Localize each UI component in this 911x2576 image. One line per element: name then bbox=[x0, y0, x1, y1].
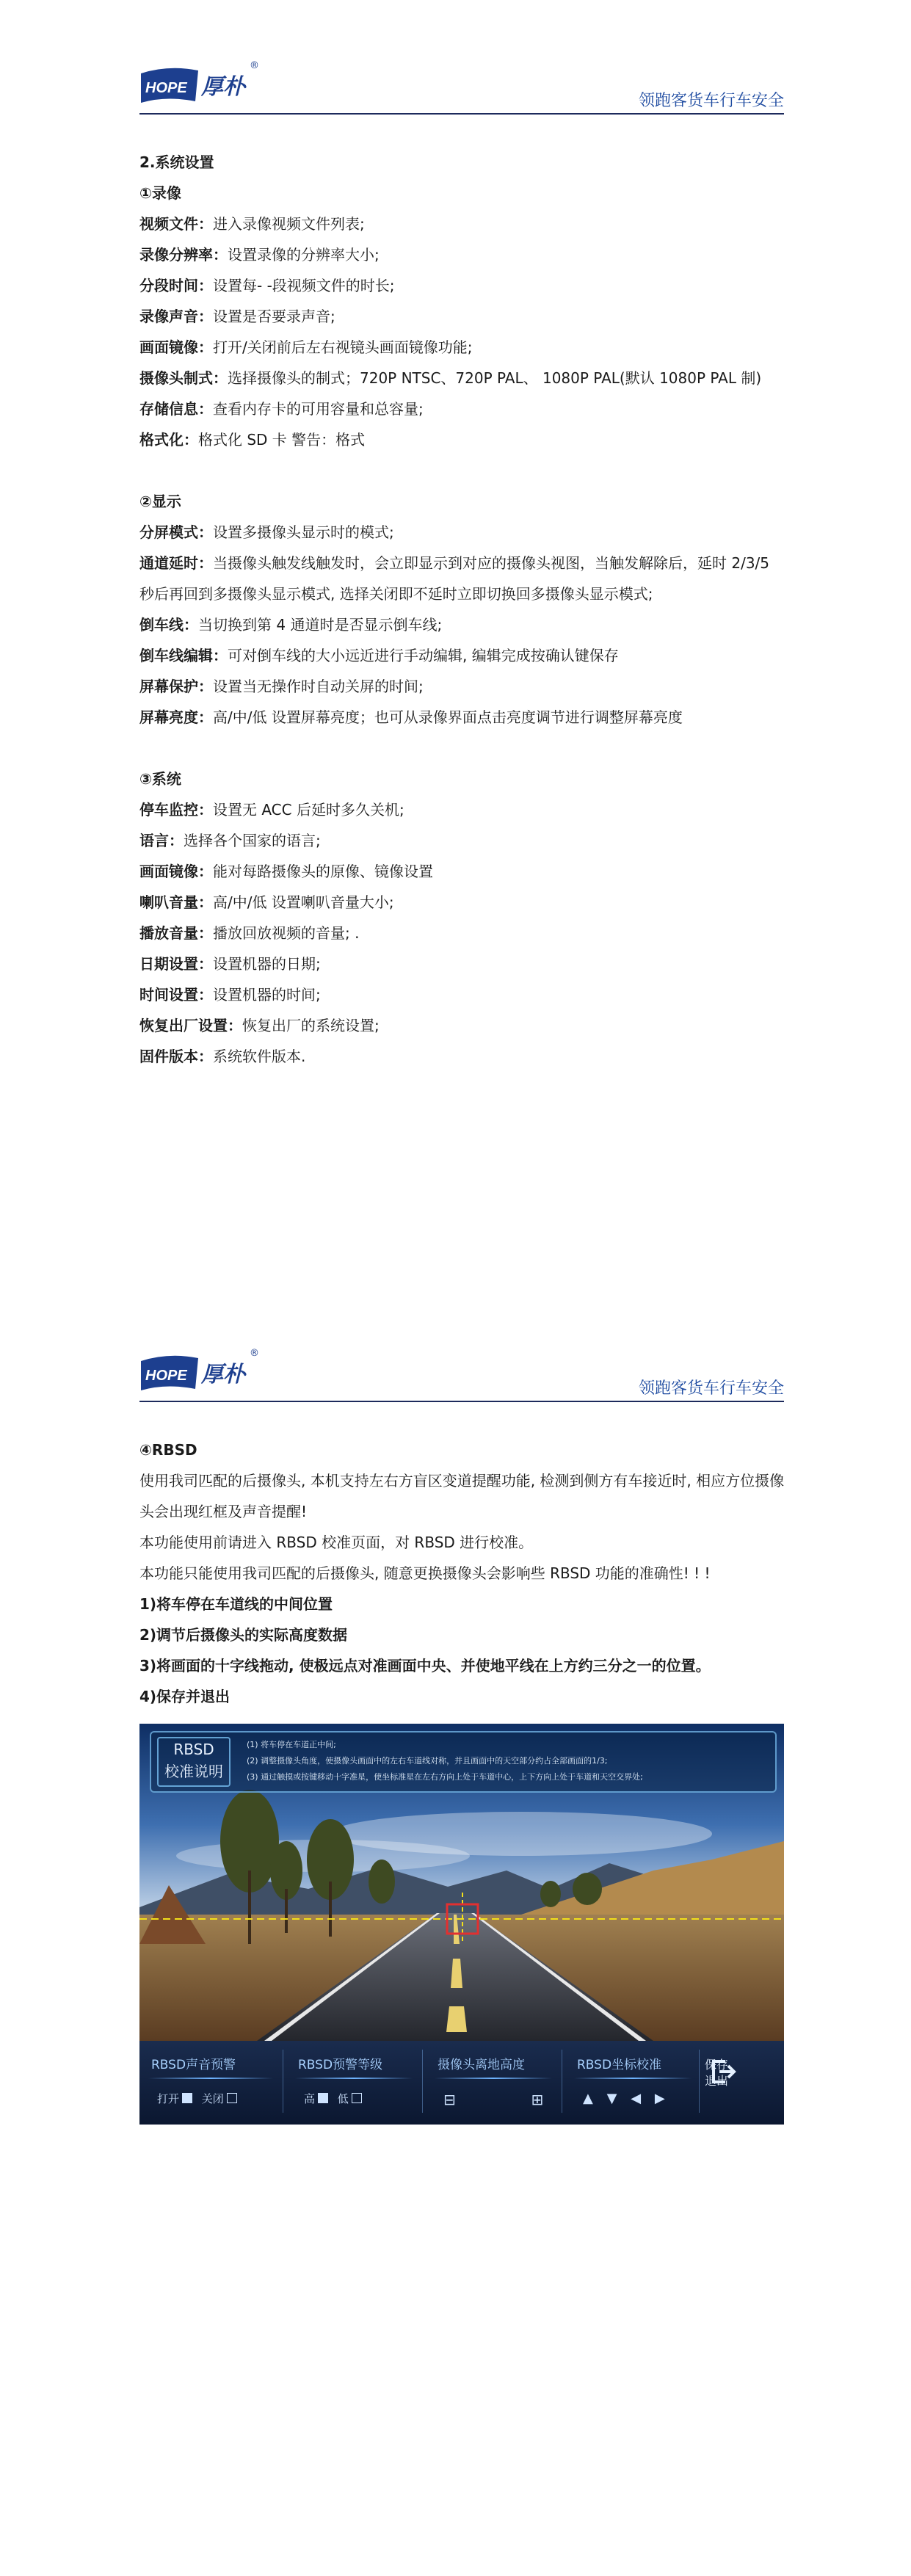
setting-item: 录像声音：设置是否要录声音; bbox=[139, 308, 335, 325]
setting-item: 视频文件：进入录像视频文件列表; bbox=[139, 215, 365, 233]
instruction-line: (3) 通过触摸或按键移动十字准星，使坐标准星在左右方向上处于车道中心，上下方向上处于车道和天空交界处; bbox=[247, 1772, 643, 1782]
sound-off-option[interactable]: 关闭 bbox=[201, 2092, 224, 2105]
level-high-checkbox[interactable] bbox=[318, 2093, 328, 2103]
header-slogan: 领跑客货车行车安全 bbox=[638, 92, 784, 110]
setting-item: 画面镜像：打开/关闭前后左右视镜头画面镜像功能; bbox=[139, 338, 473, 356]
level-high-option[interactable]: 高 bbox=[304, 2092, 316, 2105]
section-title: 2.系统设置 bbox=[139, 153, 214, 171]
setting-item: 日期设置：设置机器的日期; bbox=[139, 955, 321, 973]
setting-item: 分段时间：设置每- -段视频文件的时长; bbox=[139, 277, 395, 294]
setting-item: 格式化：格式化 SD 卡 警告：格式 bbox=[139, 431, 366, 449]
setting-item: 倒车线：当切换到第 4 通道时是否显示倒车线; bbox=[139, 616, 443, 634]
hope-logo bbox=[139, 63, 264, 106]
header-divider bbox=[139, 1401, 784, 1402]
page-header bbox=[139, 60, 784, 115]
arrow-down-icon[interactable]: ▼ bbox=[606, 2091, 617, 2106]
setting-item: 喇叭音量：高/中/低 设置喇叭音量大小; bbox=[139, 893, 394, 911]
setting-item: 分屏模式：设置多摄像头显示时的模式; bbox=[139, 523, 394, 541]
setting-item: 存储信息：查看内存卡的可用容量和总容量; bbox=[139, 400, 424, 418]
level-low-option[interactable]: 低 bbox=[337, 2092, 349, 2105]
sound-warning-label: RBSD声音预警 bbox=[151, 2058, 236, 2072]
page-header bbox=[139, 1348, 784, 1402]
rbsd-title: ④RBSD bbox=[139, 1441, 197, 1459]
calibration-control-bar bbox=[139, 2041, 784, 2125]
header-divider bbox=[139, 113, 784, 115]
step-item: 4)保存并退出 bbox=[139, 1688, 231, 1705]
setting-item: 画面镜像：能对每路摄像头的原像、镜像设置 bbox=[139, 863, 433, 880]
setting-item: 播放音量：播放回放视频的音量; . bbox=[139, 924, 360, 942]
step-item: 3)将画面的十字线拖动, 使极远点对准画面中央、并使地平线在上方约三分之一的位置。 bbox=[139, 1657, 711, 1675]
header-slogan: 领跑客货车行车安全 bbox=[638, 1379, 784, 1398]
height-minus-icon[interactable]: ⊟ bbox=[443, 2091, 456, 2108]
exit-icon bbox=[709, 2057, 738, 2086]
sound-on-option[interactable]: 打开 bbox=[157, 2092, 180, 2105]
warning-level-label: RBSD预警等级 bbox=[298, 2058, 383, 2072]
instruction-line: (2) 调整摄像头角度，使摄像头画面中的左右车道线对称，并且画面中的天空部分约占全部画面的1/3; bbox=[247, 1756, 608, 1766]
paragraph: 本功能只能使用我司匹配的后摄像头, 随意更换摄像头会影响些 RBSD 功能的准确性! ! ! bbox=[139, 1564, 711, 1582]
setting-item: 固件版本：系统软件版本. bbox=[139, 1048, 306, 1065]
setting-item: 通道延时：当摄像头触发线触发时，会立即显示到对应的摄像头视图，当触发解除后，延时 2/3/5 秒后再回到多摄像头显示模式, 选择关闭即不延时立即切换回多摄像头显示模式; bbox=[139, 554, 770, 603]
instruction-line: (1) 将车停在车道正中间; bbox=[247, 1740, 336, 1749]
setting-item: 停车监控：设置无 ACC 后延时多久关机; bbox=[139, 801, 404, 819]
paragraph: 使用我司匹配的后摄像头, 本机支持左右方盲区变道提醒功能, 检测到侧方有车接近时, 相应方位摄像头会出现红框及声音提醒! bbox=[139, 1472, 785, 1520]
setting-item: 倒车线编辑：可对倒车线的大小远近进行手动编辑, 编辑完成按确认键保存 bbox=[139, 647, 619, 664]
height-plus-icon[interactable]: ⊞ bbox=[531, 2091, 544, 2108]
arrow-up-icon[interactable]: ▲ bbox=[583, 2091, 593, 2106]
sound-warning-control bbox=[139, 2048, 279, 2119]
svg-text:HOPE: HOPE bbox=[145, 80, 187, 96]
instruction-title: RBSD 校准说明 bbox=[157, 1737, 231, 1787]
rbsd-content bbox=[139, 1434, 785, 1712]
page-2 bbox=[0, 1288, 911, 2575]
setting-item: 录像分辨率：设置录像的分辨率大小; bbox=[139, 246, 380, 264]
instruction-panel bbox=[150, 1731, 777, 1793]
paragraph: 本功能使用前请进入 RBSD 校准页面，对 RBSD 进行校准。 bbox=[139, 1534, 534, 1551]
warning-level-control bbox=[286, 2048, 418, 2119]
setting-item: 恢复出厂设置：恢复出厂的系统设置; bbox=[139, 1017, 380, 1034]
arrow-right-icon[interactable]: ▶ bbox=[654, 2091, 665, 2106]
step-item: 2)调节后摄像头的实际高度数据 bbox=[139, 1626, 348, 1644]
level-low-checkbox[interactable] bbox=[352, 2093, 362, 2103]
registered-mark: ® bbox=[250, 60, 259, 71]
sound-on-checkbox[interactable] bbox=[182, 2093, 192, 2103]
system-settings-content bbox=[139, 147, 785, 1072]
svg-text:厚朴: 厚朴 bbox=[201, 74, 245, 100]
setting-item: 语言：选择各个国家的语言; bbox=[139, 832, 321, 849]
system-title: ③系统 bbox=[139, 770, 181, 788]
arrow-left-icon[interactable]: ◀ bbox=[631, 2091, 642, 2106]
setting-item: 屏幕保护：设置当无操作时自动关屏的时间; bbox=[139, 678, 424, 695]
registered-mark: ® bbox=[250, 1348, 259, 1359]
coordinate-calibration-label: RBSD坐标校准 bbox=[577, 2058, 662, 2072]
sound-off-checkbox[interactable] bbox=[227, 2093, 237, 2103]
setting-item: 时间设置：设置机器的时间; bbox=[139, 986, 321, 1004]
coordinate-calibration-control bbox=[565, 2048, 697, 2119]
save-exit-label: 保存 退出 bbox=[705, 2058, 729, 2088]
recording-title: ①录像 bbox=[139, 184, 181, 202]
setting-item: 屏幕亮度：高/中/低 设置屏幕亮度；也可从录像界面点击亮度调节进行调整屏幕亮度 bbox=[139, 708, 683, 726]
camera-height-control bbox=[426, 2048, 558, 2119]
step-item: 1)将车停在车道线的中间位置 bbox=[139, 1595, 333, 1613]
svg-text:厚朴: 厚朴 bbox=[201, 1362, 245, 1387]
save-exit-button[interactable] bbox=[705, 2057, 728, 2089]
hope-logo bbox=[139, 1351, 264, 1393]
svg-text:HOPE: HOPE bbox=[145, 1368, 187, 1384]
display-title: ②显示 bbox=[139, 493, 181, 510]
rbsd-calibration-screenshot bbox=[139, 1724, 784, 2125]
camera-height-label: 摄像头离地高度 bbox=[438, 2058, 525, 2072]
setting-item: 摄像头制式：选择摄像头的制式；720P NTSC、720P PAL、 1080P PAL(默认 1080P PAL 制) bbox=[139, 369, 762, 387]
